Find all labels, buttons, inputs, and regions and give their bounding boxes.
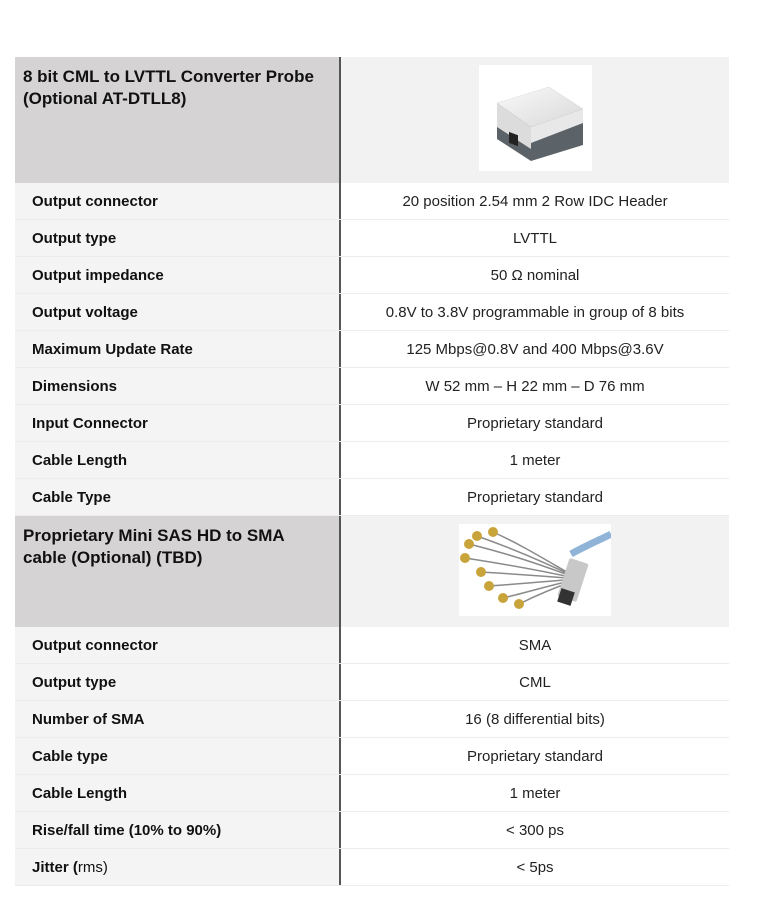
row-label: Cable Length: [15, 775, 339, 811]
table-row: [15, 405, 729, 442]
section-title: Proprietary Mini SAS HD to SMA cable (Optional) (TBD): [15, 516, 339, 627]
row-label: Rise/fall time (10% to 90%): [15, 812, 339, 848]
row-value: LVTTL: [341, 220, 729, 256]
row-label: Output impedance: [15, 257, 339, 293]
row-label: Cable Type: [15, 479, 339, 515]
table-row: [15, 627, 729, 664]
row-label: Output connector: [15, 627, 339, 663]
table-row: [15, 331, 729, 368]
sas-sma-cable-image: [459, 524, 611, 616]
row-label: Maximum Update Rate: [15, 331, 339, 367]
row-value: 125 Mbps@0.8V and 400 Mbps@3.6V: [341, 331, 729, 367]
table-row: [15, 183, 729, 220]
row-value: 0.8V to 3.8V programmable in group of 8 bits: [341, 294, 729, 330]
row-label: Output type: [15, 220, 339, 256]
row-value: 16 (8 differential bits): [341, 701, 729, 737]
section-title: 8 bit CML to LVTTL Converter Probe (Optional AT-DTLL8): [15, 57, 339, 183]
row-label: Dimensions: [15, 368, 339, 404]
row-label: [15, 849, 339, 885]
row-value: 1 meter: [341, 775, 729, 811]
table-row: [15, 294, 729, 331]
row-value: W 52 mm – H 22 mm – D 76 mm: [341, 368, 729, 404]
row-value: 1 meter: [341, 442, 729, 478]
row-label: Output voltage: [15, 294, 339, 330]
row-value: Proprietary standard: [341, 479, 729, 515]
table-row: [15, 738, 729, 775]
table-row: [15, 775, 729, 812]
table-row: [15, 220, 729, 257]
row-label-normal: rms): [77, 858, 108, 876]
row-value: < 300 ps: [341, 812, 729, 848]
table-row: [15, 479, 729, 516]
table-row: [15, 664, 729, 701]
row-value: Proprietary standard: [341, 738, 729, 774]
row-label: Cable Length: [15, 442, 339, 478]
row-label: Output connector: [15, 183, 339, 219]
row-value: CML: [341, 664, 729, 700]
table-row: [15, 368, 729, 405]
row-label: Number of SMA: [15, 701, 339, 737]
table-row: [15, 701, 729, 738]
row-value: 20 position 2.54 mm 2 Row IDC Header: [341, 183, 729, 219]
table-row: [15, 812, 729, 849]
table-row: [15, 849, 729, 886]
row-value: SMA: [341, 627, 729, 663]
row-label: Output type: [15, 664, 339, 700]
spec-table: [15, 57, 729, 886]
table-row: [15, 442, 729, 479]
section-header-converter-probe: [15, 57, 729, 183]
table-row: [15, 257, 729, 294]
row-label: Cable type: [15, 738, 339, 774]
row-label: Input Connector: [15, 405, 339, 441]
row-value: < 5ps: [341, 849, 729, 885]
row-value: Proprietary standard: [341, 405, 729, 441]
converter-probe-image: [479, 65, 592, 171]
section-header-sas-cable: [15, 516, 729, 627]
row-value: 50 Ω nominal: [341, 257, 729, 293]
row-label-bold: Jitter (: [32, 858, 78, 876]
